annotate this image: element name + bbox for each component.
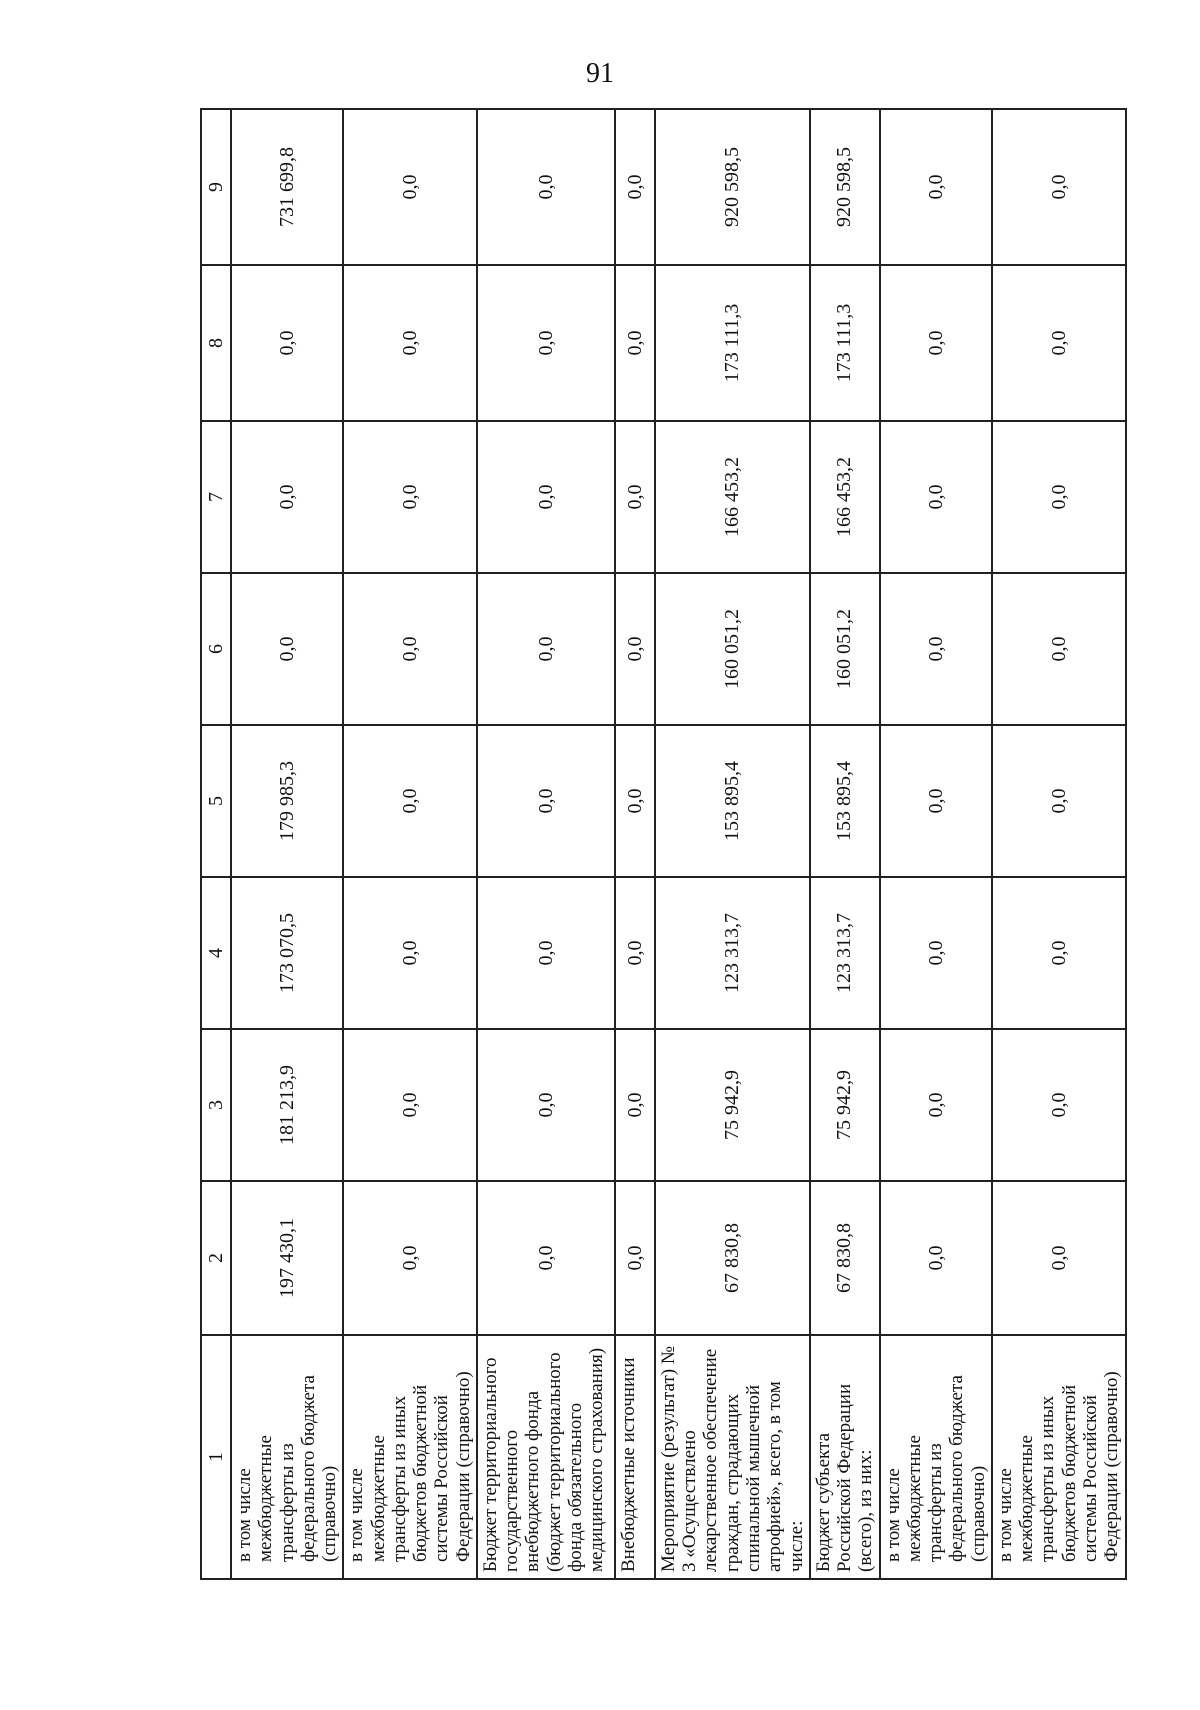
row-label: Внебюджетные источники — [615, 1335, 655, 1579]
table-cell: 0,0 — [992, 573, 1126, 725]
table-cell: 179 985,3 — [231, 725, 343, 877]
row-label: Мероприятие (результат) № 3 «Осуществлено лекарственное обеспечение граждан, страдающих спинальной мышечной атрофией», всего, в том числе: — [655, 1335, 810, 1579]
row-label: в том числе межбюджетные трансферты из федерального бюджета (справочно) — [880, 1335, 992, 1579]
row-label: в том числе межбюджетные трансферты из федерального бюджета (справочно) — [231, 1335, 343, 1579]
table-cell: 0,0 — [477, 1181, 615, 1335]
table-row — [343, 109, 477, 1579]
table-cell: 0,0 — [880, 109, 992, 265]
table-cell: 166 453,2 — [810, 421, 880, 573]
table-cell: 197 430,1 — [231, 1181, 343, 1335]
column-number-row — [201, 109, 231, 1579]
table-cell: 0,0 — [343, 877, 477, 1029]
table-cell: 75 942,9 — [810, 1029, 880, 1181]
table-cell: 0,0 — [880, 725, 992, 877]
table-cell: 0,0 — [992, 109, 1126, 265]
table-row — [880, 109, 992, 1579]
table-cell: 0,0 — [477, 421, 615, 573]
table-cell: 0,0 — [992, 1181, 1126, 1335]
table-cell: 0,0 — [343, 265, 477, 421]
table-row — [992, 109, 1126, 1579]
table-cell: 0,0 — [477, 109, 615, 265]
table-cell: 160 051,2 — [655, 573, 810, 725]
column-number: 5 — [201, 725, 231, 877]
table-cell: 173 111,3 — [655, 265, 810, 421]
table-cell: 0,0 — [615, 109, 655, 265]
table-cell: 181 213,9 — [231, 1029, 343, 1181]
table-cell: 0,0 — [231, 265, 343, 421]
table-cell: 0,0 — [231, 421, 343, 573]
table-row — [655, 109, 810, 1579]
table-cell: 0,0 — [477, 265, 615, 421]
table-cell: 0,0 — [343, 1181, 477, 1335]
table-cell: 0,0 — [880, 877, 992, 1029]
column-number: 4 — [201, 877, 231, 1029]
table-cell: 0,0 — [477, 573, 615, 725]
table-cell: 0,0 — [477, 877, 615, 1029]
table-cell: 0,0 — [477, 725, 615, 877]
table-cell: 166 453,2 — [655, 421, 810, 573]
table-cell: 123 313,7 — [655, 877, 810, 1029]
table-cell: 0,0 — [880, 1181, 992, 1335]
table-cell: 75 942,9 — [655, 1029, 810, 1181]
table-cell: 0,0 — [343, 421, 477, 573]
table-cell: 0,0 — [477, 1029, 615, 1181]
table-cell: 0,0 — [231, 573, 343, 725]
budget-table-rotated — [200, 110, 1123, 1580]
column-number: 1 — [201, 1335, 231, 1579]
table-cell: 153 895,4 — [655, 725, 810, 877]
row-label: в том числе межбюджетные трансферты из иных бюджетов бюджетной системы Российской Федерации (справочно) — [343, 1335, 477, 1579]
table-cell: 0,0 — [880, 1029, 992, 1181]
row-label: в том числе межбюджетные трансферты из иных бюджетов бюджетной системы Российской Федерации (справочно) — [992, 1335, 1126, 1579]
table-cell: 0,0 — [615, 573, 655, 725]
table-cell: 0,0 — [880, 265, 992, 421]
table-cell: 0,0 — [615, 265, 655, 421]
table-cell: 731 699,8 — [231, 109, 343, 265]
column-number: 3 — [201, 1029, 231, 1181]
table-cell: 123 313,7 — [810, 877, 880, 1029]
table-cell: 0,0 — [615, 421, 655, 573]
table-cell: 920 598,5 — [810, 109, 880, 265]
budget-table — [200, 108, 1127, 1580]
table-row — [231, 109, 343, 1579]
table-cell: 173 111,3 — [810, 265, 880, 421]
table-row — [615, 109, 655, 1579]
table-cell: 0,0 — [343, 1029, 477, 1181]
table-cell: 0,0 — [343, 725, 477, 877]
table-cell: 0,0 — [615, 1029, 655, 1181]
column-number: 9 — [201, 109, 231, 265]
table-cell: 0,0 — [343, 573, 477, 725]
table-cell: 0,0 — [992, 877, 1126, 1029]
column-number: 7 — [201, 421, 231, 573]
row-label: Бюджет территориального государственного внебюджетного фонда (бюджет территориального фонда обязательного медицинского страхования) — [477, 1335, 615, 1579]
table-cell: 0,0 — [615, 1181, 655, 1335]
table-cell: 0,0 — [343, 109, 477, 265]
table-cell: 173 070,5 — [231, 877, 343, 1029]
table-cell: 0,0 — [615, 877, 655, 1029]
table-row — [477, 109, 615, 1579]
table-cell: 67 830,8 — [655, 1181, 810, 1335]
table-cell: 67 830,8 — [810, 1181, 880, 1335]
table-cell: 920 598,5 — [655, 109, 810, 265]
table-cell: 160 051,2 — [810, 573, 880, 725]
table-cell: 0,0 — [992, 1029, 1126, 1181]
table-cell: 0,0 — [992, 265, 1126, 421]
column-number: 2 — [201, 1181, 231, 1335]
page-number: 91 — [586, 58, 614, 89]
table-cell: 153 895,4 — [810, 725, 880, 877]
table-cell: 0,0 — [615, 725, 655, 877]
table-cell: 0,0 — [880, 421, 992, 573]
column-number: 6 — [201, 573, 231, 725]
table-cell: 0,0 — [992, 725, 1126, 877]
table-cell: 0,0 — [992, 421, 1126, 573]
table-row — [810, 109, 880, 1579]
column-number: 8 — [201, 265, 231, 421]
table-cell: 0,0 — [880, 573, 992, 725]
row-label: Бюджет субъекта Российской Федерации (всего), из них: — [810, 1335, 880, 1579]
